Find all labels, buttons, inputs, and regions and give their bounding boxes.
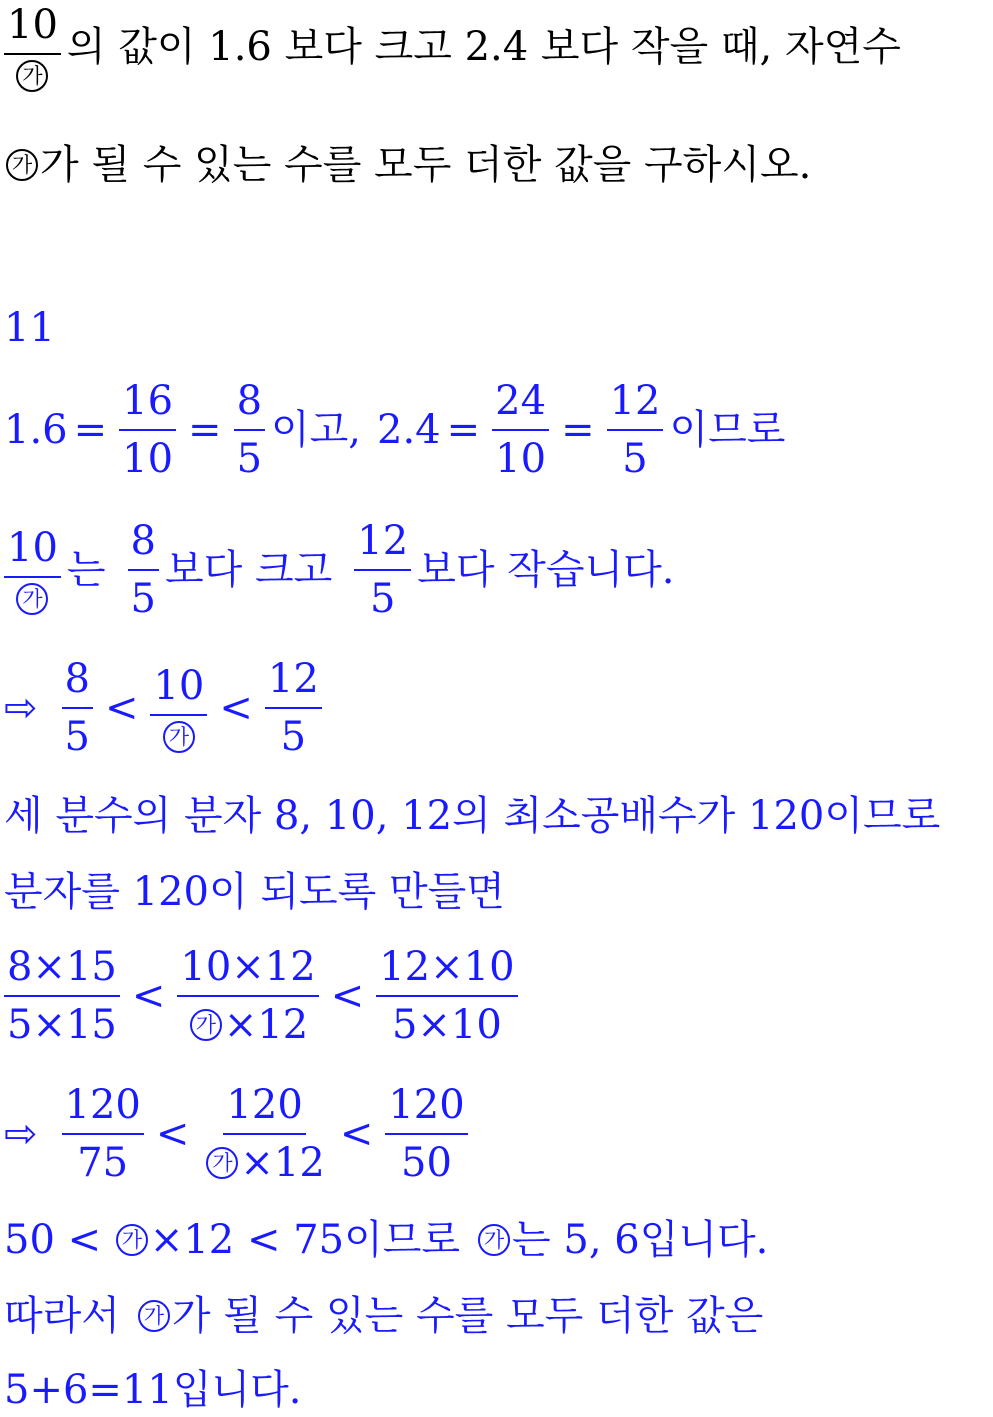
- fraction-numerator: 120: [223, 1082, 305, 1135]
- step-7: [4, 1082, 989, 1186]
- less-than-sign: <: [339, 1111, 374, 1157]
- less-than-sign: <: [155, 1111, 190, 1157]
- decimal-2-4: 2.4: [377, 407, 441, 453]
- step-8-left: 50 <: [4, 1217, 114, 1263]
- step-2: [4, 518, 989, 622]
- step-9-text: 가 될 수 있는 수를 모두 더한 값은: [171, 1293, 764, 1339]
- fraction-12-5: [265, 656, 322, 760]
- step-5: [4, 869, 989, 915]
- step-4-text: 세 분수의 분자 8, 10, 12의 최소공배수가 120이므로: [4, 793, 941, 839]
- question-text-2: 가 될 수 있는 수를 모두 더한 값을 구하시오.: [40, 142, 812, 188]
- fraction-numerator: 24: [492, 378, 549, 431]
- equals-sign: =: [446, 407, 481, 453]
- fraction-numerator: 120: [62, 1082, 144, 1135]
- fraction-denominator: [201, 1135, 327, 1186]
- step-8-end: 는 5, 6입니다.: [512, 1217, 769, 1263]
- fraction-denominator: [11, 55, 53, 92]
- answer-value: [4, 305, 989, 351]
- less-than-sign: <: [104, 685, 139, 731]
- less-than-sign: <: [330, 973, 365, 1019]
- fraction-24-10: [492, 378, 549, 482]
- fraction-denominator: 50: [401, 1140, 452, 1186]
- fraction-numerator: 10: [150, 663, 207, 716]
- circled-ga: 가: [16, 60, 48, 92]
- fraction-numerator: 8×15: [4, 944, 120, 997]
- fraction-denominator: [158, 716, 200, 753]
- circled-ga: 가: [190, 1009, 222, 1041]
- fraction-denominator: 5: [64, 714, 90, 760]
- step-10: [4, 1367, 989, 1413]
- equals-sign: =: [188, 407, 222, 453]
- step-10-text: 5+6=11입니다.: [4, 1367, 302, 1413]
- less-than-sign: <: [131, 973, 166, 1019]
- fraction-denominator: 75: [77, 1140, 129, 1186]
- fraction-numerator: 8: [128, 518, 159, 571]
- fraction-denominator: 5: [622, 436, 648, 482]
- fraction-numerator: 12: [265, 656, 322, 709]
- step-4: [4, 793, 989, 839]
- equals-sign: =: [73, 407, 108, 453]
- step-5-text: 분자를 120이 되도록 만들면: [4, 869, 505, 915]
- step-3: [4, 656, 989, 760]
- fraction-8-5: [234, 378, 265, 482]
- fraction-numerator: 10×12: [177, 944, 318, 997]
- fraction-120-gax12: [201, 1082, 327, 1186]
- fraction-denominator: 10: [122, 436, 174, 482]
- fraction-numerator: 8: [234, 378, 265, 431]
- fraction-denominator: 5×10: [391, 1002, 502, 1048]
- arrow-icon: ⇨: [4, 1111, 38, 1157]
- fraction-denominator: 5: [130, 576, 156, 622]
- fraction-10-ga: [4, 525, 61, 615]
- connector-text: 이고,: [271, 407, 362, 453]
- question-line-2: [4, 142, 989, 188]
- fraction-numerator: 10: [4, 525, 61, 578]
- step-9: [4, 1293, 989, 1339]
- question-text-1: 의 값이 1.6 보다 크고 2.4 보다 작을 때, 자연수: [66, 24, 901, 70]
- less-than-sign: <: [219, 685, 253, 731]
- fraction-numerator: 12×10: [376, 944, 517, 997]
- fraction-numerator: 12: [607, 378, 664, 431]
- fraction-16-10: [119, 378, 176, 482]
- step-2-text-1: 는: [66, 547, 106, 593]
- circled-ga: 가: [16, 583, 48, 615]
- step-9-prefix: 따라서: [4, 1293, 120, 1339]
- fraction-numerator: 8: [62, 656, 93, 709]
- fraction-denominator: [185, 997, 311, 1048]
- fraction-8x15-5x15: [4, 944, 120, 1048]
- fraction-8-5: [128, 518, 159, 622]
- circled-ga: 가: [163, 721, 195, 753]
- step-2-text-2: 보다 크고: [165, 547, 333, 593]
- fraction-numerator: 120: [385, 1082, 467, 1135]
- question-line-1: [4, 2, 989, 92]
- circled-ga: 가: [116, 1224, 148, 1256]
- question-fraction: [4, 2, 61, 92]
- fraction-numerator: 16: [119, 378, 176, 431]
- fraction-denominator: 5: [280, 714, 307, 760]
- step-6: [4, 944, 989, 1048]
- fraction-denominator: [11, 578, 53, 615]
- step-1: [4, 378, 989, 482]
- connector-text: 이므로: [669, 407, 786, 453]
- fraction-120-75: [62, 1082, 144, 1186]
- circled-ga: 가: [206, 1147, 238, 1179]
- arrow-icon: ⇨: [4, 685, 38, 731]
- fraction-denominator: 10: [495, 436, 547, 482]
- circled-ga: 가: [6, 149, 38, 181]
- times-12: ×12: [240, 1140, 325, 1186]
- fraction-12-5: [354, 518, 411, 622]
- fraction-120-50: [385, 1082, 467, 1186]
- step-8-mid: ×12 < 75이므로: [149, 1217, 461, 1263]
- circled-ga: 가: [138, 1300, 170, 1332]
- decimal-1-6: 1.6: [4, 407, 68, 453]
- fraction-8-5: [62, 656, 93, 760]
- fraction-12x10-5x10: [376, 944, 517, 1048]
- step-2-text-3: 보다 작습니다.: [417, 547, 675, 593]
- fraction-denominator: 5: [236, 436, 263, 482]
- circled-ga: 가: [478, 1224, 510, 1256]
- times-12: ×12: [223, 1002, 309, 1048]
- fraction-12-5: [607, 378, 664, 482]
- fraction-denominator: 5: [370, 576, 396, 622]
- fraction-numerator: 10: [4, 2, 61, 55]
- step-8: [4, 1217, 989, 1263]
- fraction-denominator: 5×15: [7, 1002, 117, 1048]
- fraction-numerator: 12: [354, 518, 411, 571]
- equals-sign: =: [561, 407, 595, 453]
- fraction-10x12-gax12: [177, 944, 318, 1048]
- fraction-10-ga: [150, 663, 207, 753]
- answer-number: 11: [4, 305, 55, 351]
